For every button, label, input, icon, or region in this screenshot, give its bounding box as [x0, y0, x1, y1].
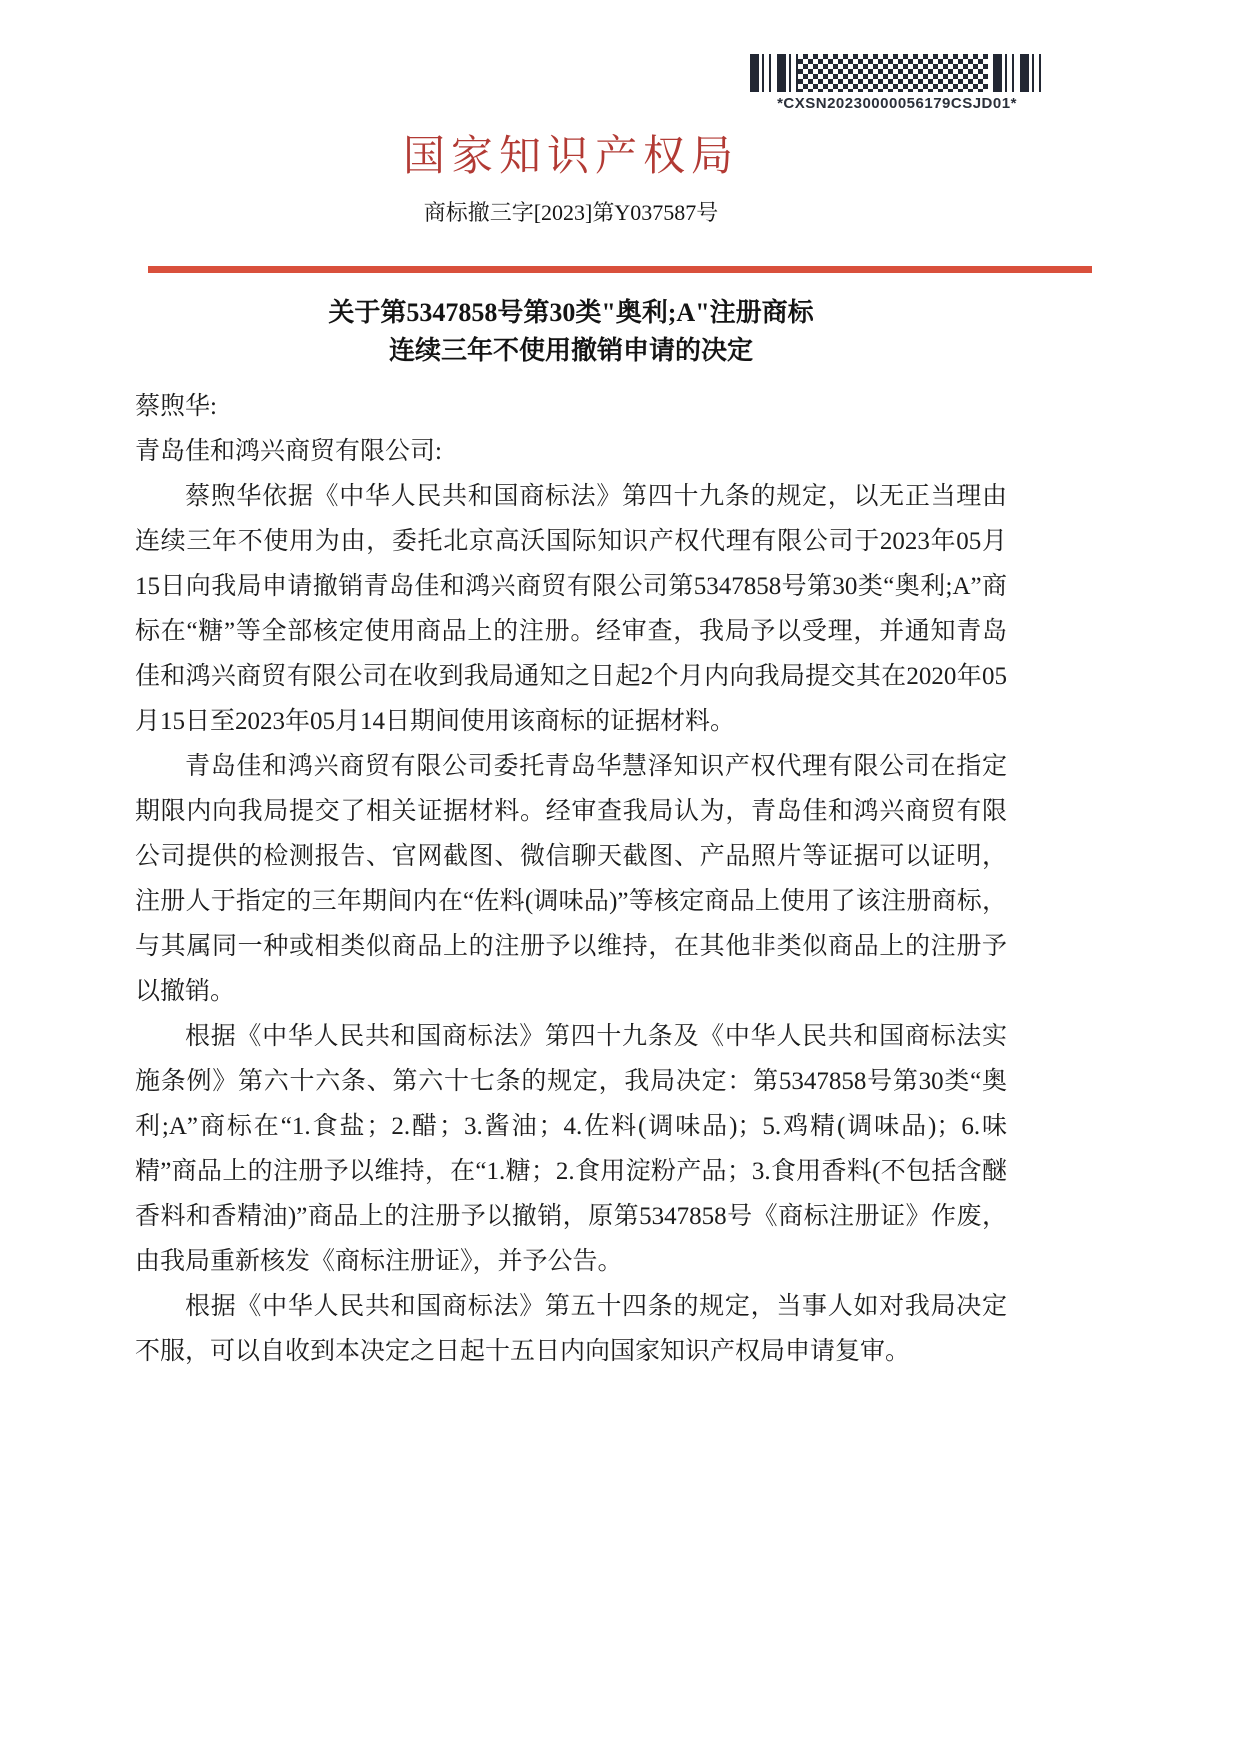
paragraph-application: 蔡煦华依据《中华人民共和国商标法》第四十九条的规定，以无正当理由连续三年不使用为由，委托北京高沃国际知识产权代理有限公司于2023年05月15日向我局申请撤销青岛佳和鸿兴商贸有限公司第5347858号第30类“奥利;A”商标在“糖”等全部核定使用商品上的注册。经审查，我局予以受理，并通知青岛佳和鸿兴商贸有限公司在收到我局通知之日起2个月内向我局提交其在2020年05月15日至2023年05月14日期间使用该商标的证据材料。: [135, 483, 1007, 735]
decision-title-line1: 关于第5347858号第30类"奥利;A"注册商标: [328, 298, 814, 327]
barcode-block: [750, 54, 1044, 112]
decision-title-line2: 连续三年不使用撤销申请的决定: [388, 336, 753, 365]
barcode-image: [750, 54, 1044, 92]
document-number: 商标撤三字[2023]第Y037587号: [423, 200, 719, 225]
addressee-company: 青岛佳和鸿兴商贸有限公司:: [135, 438, 442, 465]
barcode-number: *CXSN20230000056179CSJD01*: [777, 95, 1017, 112]
paragraph-appeal-rights: 根据《中华人民共和国商标法》第五十四条的规定，当事人如对我局决定不服，可以自收到本决定之日起十五日内向国家知识产权局申请复审。: [135, 1293, 1007, 1365]
addressee-person: 蔡煦华:: [135, 393, 217, 420]
decision-title: [135, 294, 1007, 370]
paragraph-evidence-review: 青岛佳和鸿兴商贸有限公司委托青岛华慧泽知识产权代理有限公司在指定期限内向我局提交了相关证据材料。经审查我局认为，青岛佳和鸿兴商贸有限公司提供的检测报告、官网截图、微信聊天截图、产品照片等证据可以证明，注册人于指定的三年期间内在“佐料(调味品)”等核定商品上使用了该注册商标，与其属同一种或相类似商品上的注册予以维持，在其他非类似商品上的注册予以撤销。: [135, 753, 1007, 1005]
agency-title: 国家知识产权局: [402, 134, 739, 180]
document-body: [135, 384, 1007, 1374]
red-divider-rule: [148, 266, 1092, 273]
paragraph-decision: 根据《中华人民共和国商标法》第四十九条及《中华人民共和国商标法实施条例》第六十六条、第六十七条的规定，我局决定：第5347858号第30类“奥利;A”商标在“1.食盐；2.醋；3.酱油；4.佐料(调味品)；5.鸡精(调味品)；6.味精”商品上的注册予以维持，在“1.糖；2.食用淀粉产品；3.食用香料(不包括含醚香料和香精油)”商品上的注册予以撤销，原第5347858号《商标注册证》作废，由我局重新核发《商标注册证》，并予公告。: [135, 1023, 1007, 1275]
